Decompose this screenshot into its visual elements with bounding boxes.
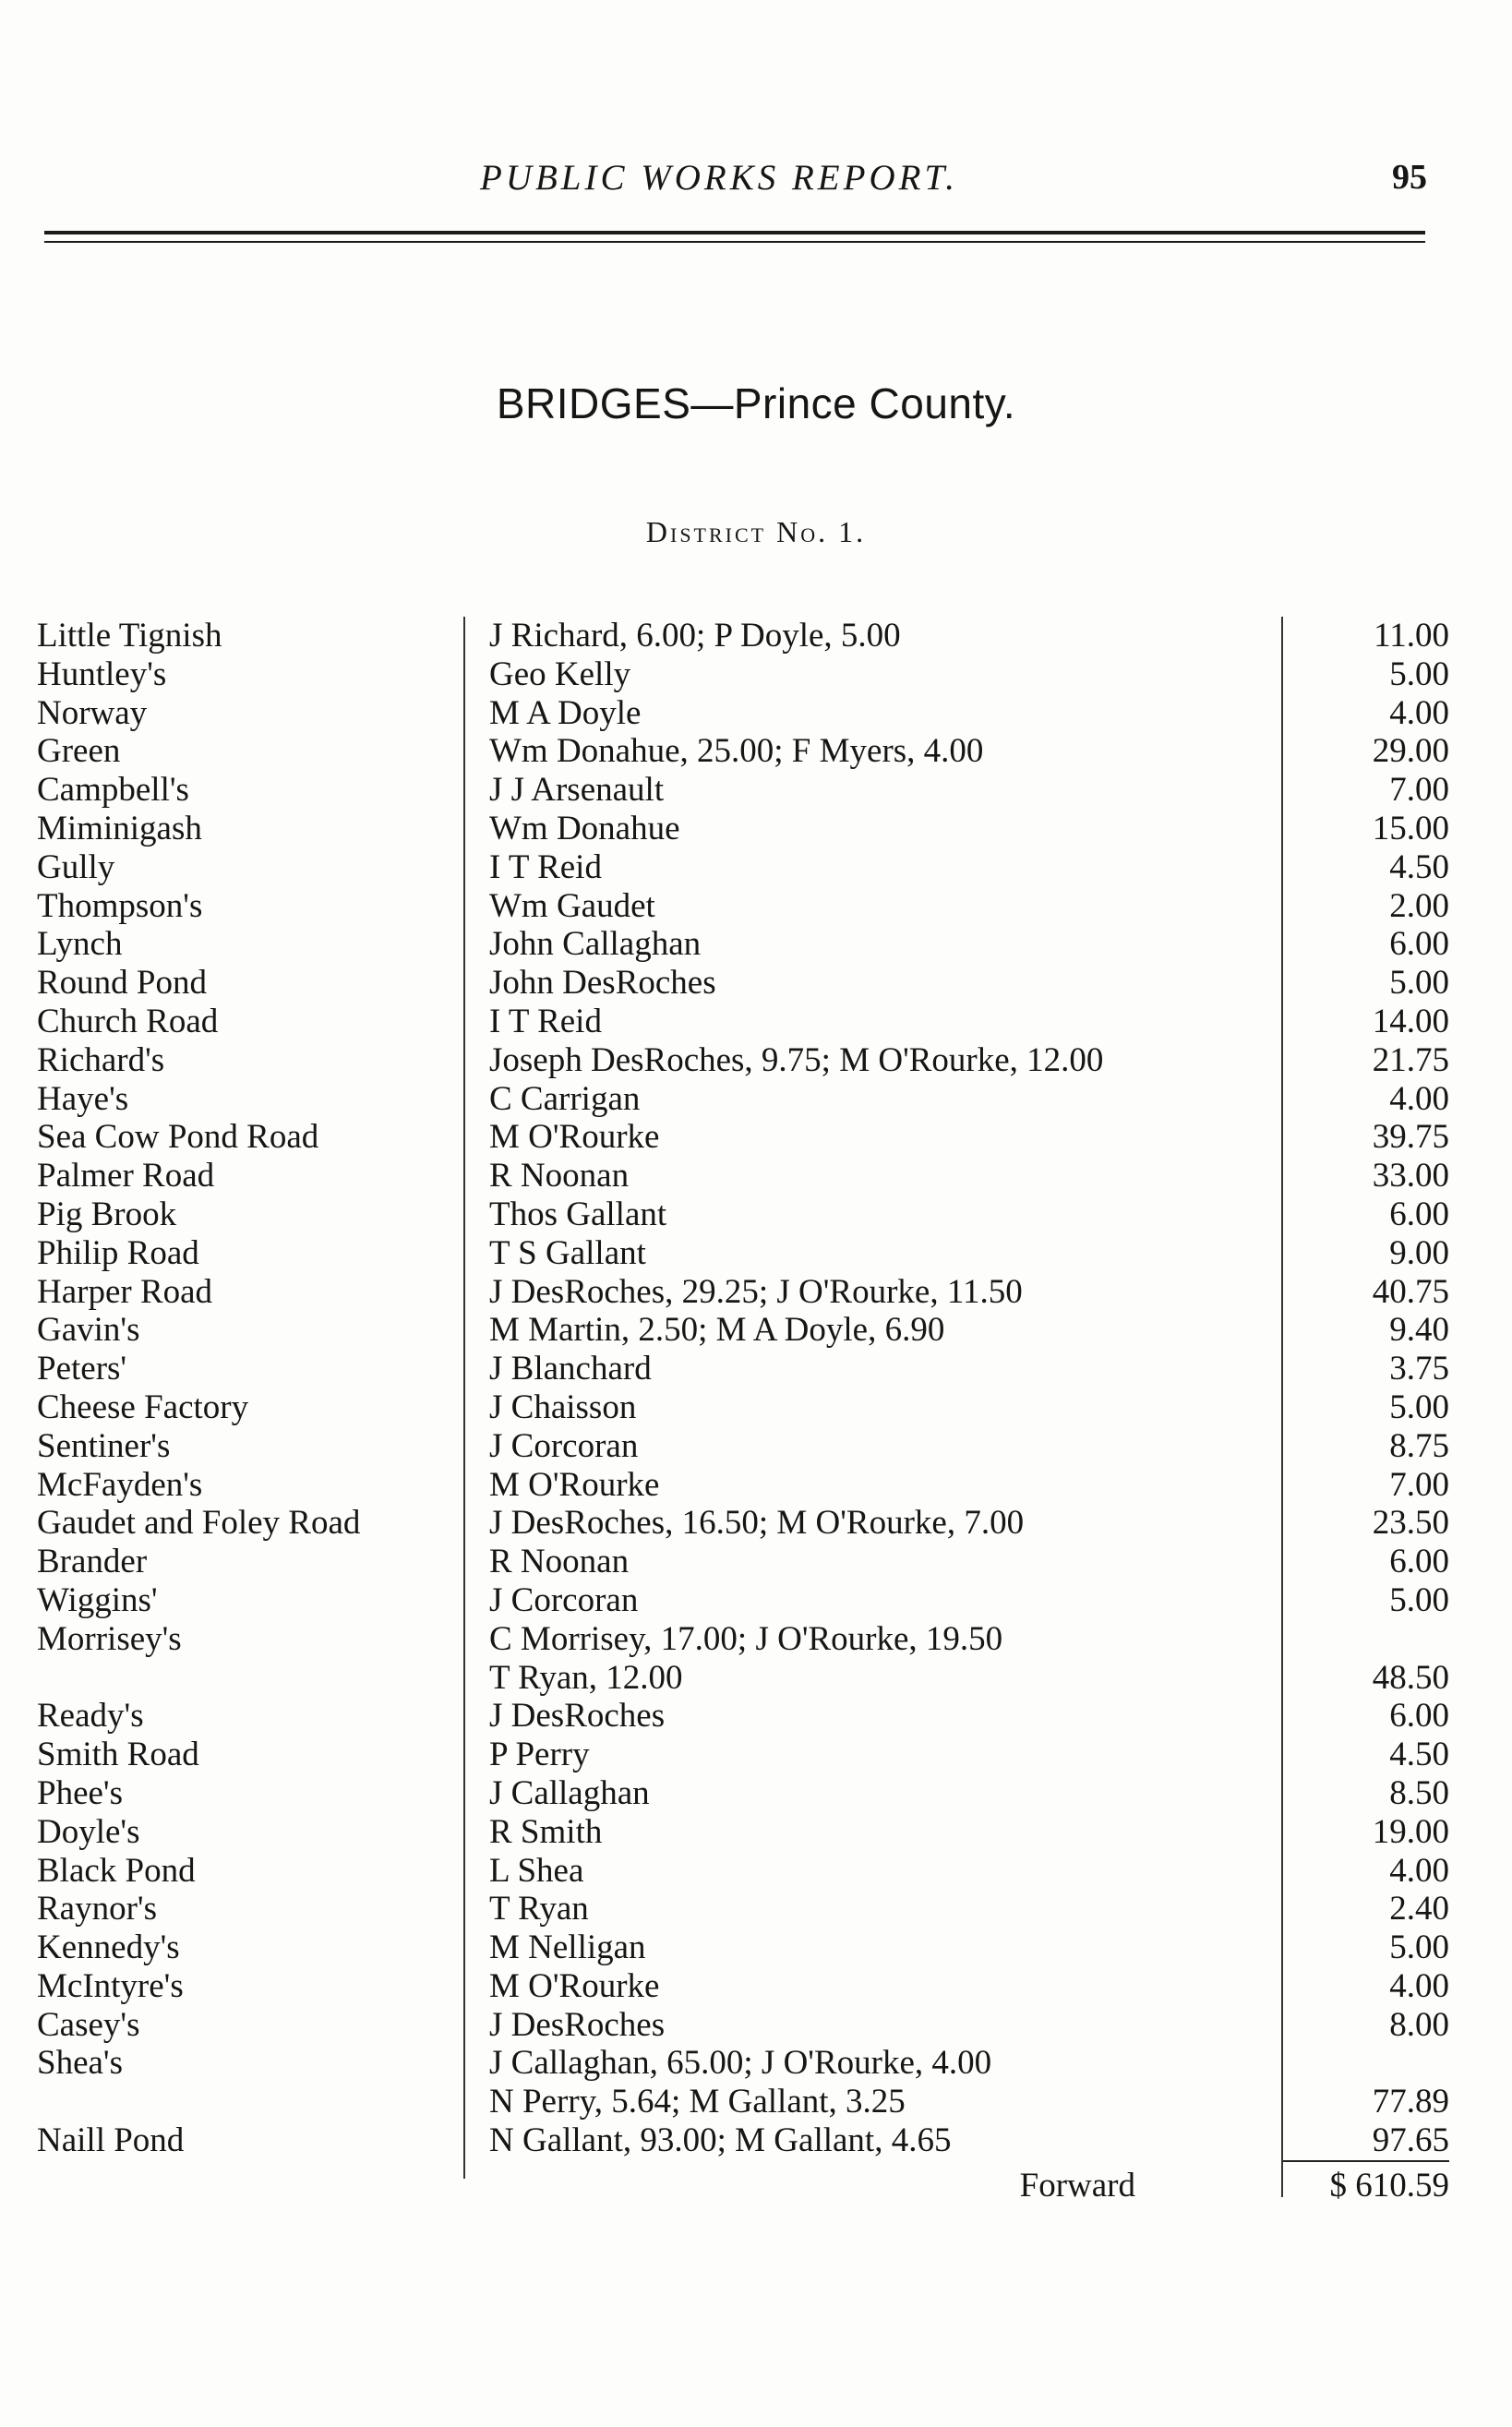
amount-value: 40.75	[1372, 1272, 1449, 1311]
amount-value: 6.00	[1389, 925, 1449, 964]
amount-value: 4.00	[1389, 1851, 1449, 1890]
amount-value: 5.00	[1389, 655, 1449, 693]
bridge-name: Campbell's	[37, 771, 189, 810]
payee-text: J Corcoran	[489, 1426, 639, 1465]
ledger-row	[37, 887, 1449, 926]
payee-text: John DesRoches	[489, 964, 716, 1003]
section-title: BRIDGES—Prince County.	[496, 379, 1016, 427]
bridge-name: Palmer Road	[37, 1157, 215, 1195]
payee-text: J J Arsenault	[489, 771, 665, 810]
bridges-ledger	[37, 617, 1449, 2160]
bridge-name: Huntley's	[37, 655, 167, 693]
payee-text: N Perry, 5.64; M Gallant, 3.25	[489, 2083, 906, 2121]
payee-text: J Callaghan	[489, 1773, 650, 1812]
bridge-name: Peters'	[37, 1350, 127, 1388]
amount-value: 5.00	[1389, 964, 1449, 1003]
ledger-row	[37, 1697, 1449, 1736]
bridge-name: Church Road	[37, 1002, 219, 1040]
payee-text: M O'Rourke	[489, 1966, 660, 2005]
amount-value: 2.40	[1389, 1890, 1449, 1928]
payee-text: J DesRoches, 16.50; M O'Rourke, 7.00	[489, 1504, 1025, 1543]
ledger-row	[37, 2083, 1449, 2121]
bridge-name: Kennedy's	[37, 1928, 180, 1967]
amount-value: 39.75	[1372, 1118, 1449, 1157]
bridge-name: Sea Cow Pond Road	[37, 1118, 319, 1157]
bridge-name: Raynor's	[37, 1890, 157, 1928]
payee-text: N Gallant, 93.00; M Gallant, 4.65	[489, 2121, 952, 2160]
amount-value: 4.00	[1389, 1079, 1449, 1118]
amount-value: 19.00	[1372, 1812, 1449, 1851]
header-rule-thin	[44, 241, 1425, 243]
ledger-row	[37, 1813, 1449, 1852]
amount-value: 7.00	[1389, 1465, 1449, 1504]
payee-text: John Callaghan	[489, 925, 702, 964]
bridge-name: Harper Road	[37, 1272, 213, 1311]
ledger-row	[37, 1890, 1449, 1928]
bridge-name: Pig Brook	[37, 1195, 177, 1233]
ledger-row	[37, 1427, 1449, 1466]
ledger-row	[37, 1659, 1449, 1698]
amount-value: 23.50	[1372, 1504, 1449, 1543]
amount-value: 11.00	[1374, 617, 1449, 655]
payee-text: T Ryan, 12.00	[489, 1658, 683, 1697]
running-title: PUBLIC WORKS REPORT.	[480, 158, 958, 198]
district-heading: District No. 1.	[645, 515, 867, 548]
ledger-row	[37, 771, 1449, 810]
payee-text: T Ryan	[489, 1890, 589, 1928]
ledger-row	[37, 848, 1449, 887]
amount-value: 6.00	[1389, 1543, 1449, 1581]
amount-value: 8.00	[1389, 2005, 1449, 2044]
bridge-name: Miminigash	[37, 809, 202, 847]
bridge-name: Morrisey's	[37, 1619, 182, 1658]
payee-text: J Richard, 6.00; P Doyle, 5.00	[489, 617, 901, 655]
payee-text: Geo Kelly	[489, 655, 631, 693]
payee-text: C Morrisey, 17.00; J O'Rourke, 19.50	[489, 1619, 1003, 1658]
bridge-name: Smith Road	[37, 1736, 199, 1774]
ledger-row	[37, 732, 1449, 771]
amount-value: 7.00	[1389, 771, 1449, 810]
bridge-name: Gully	[37, 847, 115, 886]
payee-text: C Carrigan	[489, 1079, 641, 1118]
ledger-row	[37, 1118, 1449, 1157]
payee-text: M O'Rourke	[489, 1465, 660, 1504]
ledger-row	[37, 1852, 1449, 1891]
payee-text: Wm Gaudet	[489, 886, 655, 925]
amount-value: 33.00	[1372, 1157, 1449, 1195]
amount-value: 4.00	[1389, 1966, 1449, 2005]
ledger-row	[37, 1388, 1449, 1427]
amount-value: 77.89	[1372, 2083, 1449, 2121]
forward-total: $ 610.59	[1329, 2167, 1449, 2205]
ledger-row	[37, 1195, 1449, 1234]
ledger-row	[37, 925, 1449, 964]
payee-text: Joseph DesRoches, 9.75; M O'Rourke, 12.00	[489, 1040, 1104, 1079]
bridge-name: Green	[37, 732, 121, 771]
bridge-name: McIntyre's	[37, 1966, 184, 2005]
payee-text: J Chaisson	[489, 1388, 637, 1426]
amount-value: 21.75	[1372, 1040, 1449, 1079]
amount-value: 15.00	[1372, 809, 1449, 847]
payee-text: T S Gallant	[489, 1233, 646, 1272]
payee-text: P Perry	[489, 1736, 590, 1774]
forward-label: Forward	[1019, 2167, 1135, 2205]
ledger-row	[37, 1774, 1449, 1813]
bridge-name: Gaudet and Foley Road	[37, 1504, 361, 1543]
ledger-row	[37, 1504, 1449, 1543]
bridge-name: Haye's	[37, 1079, 129, 1118]
bridge-name: Philip Road	[37, 1233, 199, 1272]
amount-value: 4.50	[1389, 847, 1449, 886]
ledger-row	[37, 810, 1449, 848]
bridge-name: Round Pond	[37, 964, 208, 1003]
ledger-row	[37, 1003, 1449, 1041]
bridge-name: Wiggins'	[37, 1580, 158, 1619]
payee-text: J Blanchard	[489, 1350, 652, 1388]
running-head	[0, 157, 1512, 212]
amount-value: 5.00	[1389, 1928, 1449, 1967]
payee-text: M Nelligan	[489, 1928, 646, 1967]
forward-row	[37, 2166, 1449, 2206]
payee-text: R Noonan	[489, 1543, 630, 1581]
payee-text: Thos Gallant	[489, 1195, 667, 1233]
ledger-row	[37, 1581, 1449, 1620]
payee-text: M O'Rourke	[489, 1118, 660, 1157]
amount-value: 9.40	[1389, 1311, 1449, 1350]
bridge-name: Richard's	[37, 1040, 165, 1079]
payee-text: R Noonan	[489, 1157, 630, 1195]
amount-value: 14.00	[1372, 1002, 1449, 1040]
amount-value: 48.50	[1372, 1658, 1449, 1697]
ledger-row	[37, 1928, 1449, 1967]
amount-value: 4.50	[1389, 1736, 1449, 1774]
amount-value: 3.75	[1389, 1350, 1449, 1388]
amount-value: 4.00	[1389, 693, 1449, 732]
bridge-name: McFayden's	[37, 1465, 203, 1504]
amount-value: 8.50	[1389, 1773, 1449, 1812]
ledger-row	[37, 2121, 1449, 2160]
ledger-row	[37, 1311, 1449, 1350]
bridge-name: Cheese Factory	[37, 1388, 249, 1426]
ledger-row	[37, 1234, 1449, 1273]
payee-text: Wm Donahue, 25.00; F Myers, 4.00	[489, 732, 984, 771]
header-rule-thick	[44, 231, 1425, 234]
amount-value: 9.00	[1389, 1233, 1449, 1272]
payee-text: J DesRoches, 29.25; J O'Rourke, 11.50	[489, 1272, 1023, 1311]
ledger-row	[37, 655, 1449, 694]
payee-text: J DesRoches	[489, 1697, 666, 1736]
amount-value: 29.00	[1372, 732, 1449, 771]
payee-text: Wm Donahue	[489, 809, 680, 847]
ledger-row	[37, 1350, 1449, 1388]
ledger-row	[37, 964, 1449, 1003]
ledger-row	[37, 694, 1449, 733]
payee-text: I T Reid	[489, 1002, 602, 1040]
amount-value: 6.00	[1389, 1697, 1449, 1736]
ledger-row	[37, 1041, 1449, 1080]
ledger-row	[37, 1543, 1449, 1581]
bridge-name: Ready's	[37, 1697, 144, 1736]
amount-value: 2.00	[1389, 886, 1449, 925]
bridge-name: Casey's	[37, 2005, 140, 2044]
bridge-name: Black Pond	[37, 1851, 196, 1890]
ledger-row	[37, 1967, 1449, 2006]
ledger-row	[37, 1620, 1449, 1659]
payee-text: M Martin, 2.50; M A Doyle, 6.90	[489, 1311, 945, 1350]
amount-value: 5.00	[1389, 1388, 1449, 1426]
bridge-name: Naill Pond	[37, 2121, 185, 2160]
bridge-name: Thompson's	[37, 886, 203, 925]
payee-text: L Shea	[489, 1851, 584, 1890]
bridge-name: Doyle's	[37, 1812, 140, 1851]
bridge-name: Sentiner's	[37, 1426, 171, 1465]
ledger-row	[37, 1736, 1449, 1774]
bridge-name: Little Tignish	[37, 617, 222, 655]
bridge-name: Brander	[37, 1543, 148, 1581]
payee-text: R Smith	[489, 1812, 603, 1851]
amount-value: 5.00	[1389, 1580, 1449, 1619]
ledger-row	[37, 1273, 1449, 1312]
ledger-row	[37, 617, 1449, 655]
payee-text: M A Doyle	[489, 693, 642, 732]
payee-text: J Corcoran	[489, 1580, 639, 1619]
amount-value: 97.65	[1283, 2121, 1449, 2162]
ledger-row	[37, 1157, 1449, 1195]
payee-text: I T Reid	[489, 847, 602, 886]
ledger-row	[37, 2044, 1449, 2083]
bridge-name: Lynch	[37, 925, 123, 964]
payee-text: J DesRoches	[489, 2005, 666, 2044]
ledger-row	[37, 1080, 1449, 1119]
amount-value: 6.00	[1389, 1195, 1449, 1233]
payee-text: J Callaghan, 65.00; J O'Rourke, 4.00	[489, 2044, 992, 2083]
bridge-name: Gavin's	[37, 1311, 140, 1350]
ledger-row	[37, 2006, 1449, 2045]
bridge-name: Shea's	[37, 2044, 123, 2083]
ledger-row	[37, 1466, 1449, 1505]
page-number: 95	[1392, 158, 1427, 197]
bridge-name: Norway	[37, 693, 148, 732]
bridge-name: Phee's	[37, 1773, 123, 1812]
amount-value: 8.75	[1389, 1426, 1449, 1465]
